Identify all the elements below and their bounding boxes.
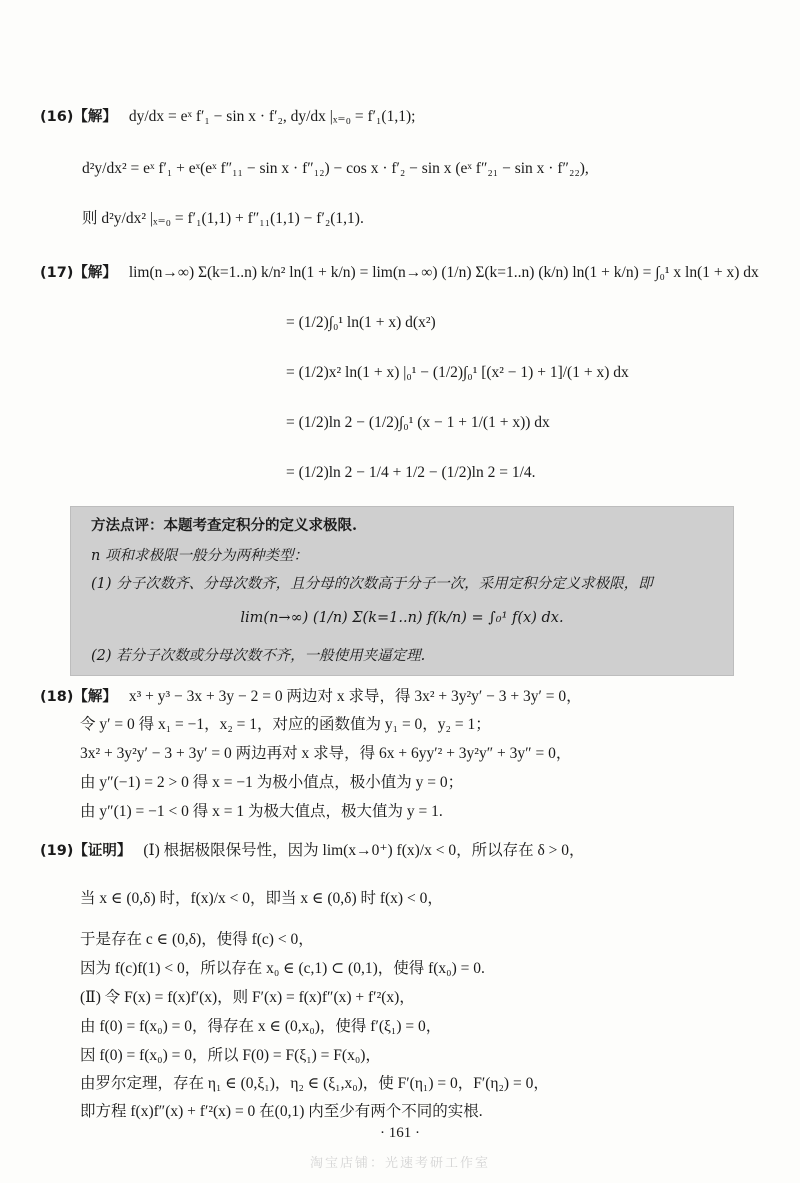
p17-label: (17)【解】 xyxy=(40,265,117,281)
method-formula: lim(n→∞) (1/n) Σ(k=1..n) f(k/n) = ∫₀¹ f(x) dx. xyxy=(240,610,564,626)
p19-line-1 xyxy=(40,840,585,862)
p16-line-2: d²y/dx² = eˣ f′₁ + eˣ(eˣ f″₁₁ − sin x · f″₁₂) − cos x · f′₂ − sin x (eˣ f″₂₁ − sin x · f″₂₂), xyxy=(82,160,589,177)
p16-label: (16)【解】 xyxy=(40,109,117,125)
p18-line-2: 令 y′ = 0 得 x₁ = −1，x₂ = 1，对应的函数值为 y₁ = 0，y₂ = 1； xyxy=(80,716,491,733)
p19-text-1: (Ⅰ) 根据极限保号性，因为 lim(x→0⁺) f(x)/x < 0，所以存在 δ > 0， xyxy=(143,842,585,859)
p17-formula-1: lim(n→∞) Σ(k=1..n) k/n² ln(1 + k/n) = lim(n→∞) (1/n) Σ(k=1..n) (k/n) ln(1 + k/n) = ∫₀¹ x ln(1 + x) dx xyxy=(128,264,759,281)
p19-label: (19)【证明】 xyxy=(40,843,132,859)
p18-line-4: 由 y″(−1) = 2 > 0 得 x = −1 为极小值点，极小值为 y = 0； xyxy=(80,774,464,791)
p17-line-1 xyxy=(40,262,759,284)
p19-line-9: 即方程 f(x)f″(x) + f′²(x) = 0 在(0,1) 内至少有两个不同的实根. xyxy=(80,1103,483,1120)
p17-formula-4: = (1/2)ln 2 − (1/2)∫₀¹ (x − 1 + 1/(1 + x)) dx xyxy=(286,414,550,431)
p17-formula-3: = (1/2)x² ln(1 + x) |₀¹ − (1/2)∫₀¹ [(x² − 1) + 1]/(1 + x) dx xyxy=(286,364,629,381)
method-title: 方法点评：本题考查定积分的定义求极限. xyxy=(91,517,358,534)
p19-line-4: 因为 f(c)f(1) < 0，所以存在 x₀ ∈ (c,1) ⊂ (0,1)，使得 f(x₀) = 0. xyxy=(80,960,485,977)
p18-text-1: x³ + y³ − 3x + 3y − 2 = 0 两边对 x 求导，得 3x² + 3y²y′ − 3 + 3y′ = 0， xyxy=(128,688,582,705)
method-line-3: (1) 分子次数齐、分母次数齐，且分母的次数高于分子一次，采用定积分定义求极限，即 xyxy=(91,576,653,592)
p19-line-6: 由 f(0) = f(x₀) = 0，得存在 x ∈ (0,x₀)，使得 f′(ξ₁) = 0， xyxy=(80,1018,442,1035)
p18-line-1 xyxy=(40,686,582,708)
p19-line-5: (Ⅱ) 令 F(x) = f(x)f′(x)，则 F′(x) = f(x)f″(x) + f′²(x)， xyxy=(80,989,415,1006)
p18-line-5: 由 y″(1) = −1 < 0 得 x = 1 为极大值点，极大值为 y = 1. xyxy=(80,803,443,820)
page-number: · 161 · xyxy=(380,1125,420,1141)
p19-line-2: 当 x ∈ (0,δ) 时，f(x)/x < 0，即当 x ∈ (0,δ) 时 f(x) < 0， xyxy=(80,890,443,907)
p17-formula-2: = (1/2)∫₀¹ ln(1 + x) d(x²) xyxy=(286,314,436,331)
p19-line-3: 于是存在 c ∈ (0,δ)，使得 f(c) < 0， xyxy=(80,931,314,948)
p16-line-1 xyxy=(40,106,415,128)
p18-line-3: 3x² + 3y²y′ − 3 + 3y′ = 0 两边再对 x 求导，得 6x + 6yy′² + 3y²y″ + 3y″ = 0， xyxy=(80,745,572,762)
p16-line-3: 则 d²y/dx² |ₓ₌₀ = f′₁(1,1) + f″₁₁(1,1) − f′₂(1,1). xyxy=(82,210,364,227)
method-line-5: (2) 若分子次数或分母次数不齐，一般使用夹逼定理. xyxy=(91,648,426,664)
p17-formula-5: = (1/2)ln 2 − 1/4 + 1/2 − (1/2)ln 2 = 1/4. xyxy=(286,464,536,481)
p19-line-8: 由罗尔定理，存在 η₁ ∈ (0,ξ₁)，η₂ ∈ (ξ₁,x₀)，使 F′(η₁) = 0，F′(η₂) = 0， xyxy=(80,1075,549,1092)
p18-label: (18)【解】 xyxy=(40,689,117,705)
p19-line-7: 因 f(0) = f(x₀) = 0，所以 F(0) = F(ξ₁) = F(x₀)， xyxy=(80,1047,381,1064)
method-comment-box xyxy=(70,506,734,676)
p16-formula-1: dy/dx = eˣ f′₁ − sin x · f′₂, dy/dx |ₓ₌₀ = f′₁(1,1); xyxy=(128,108,416,125)
method-line-2: n 项和求极限一般分为两种类型： xyxy=(91,548,308,564)
watermark: 淘宝店铺：光速考研工作室 xyxy=(309,1156,490,1171)
